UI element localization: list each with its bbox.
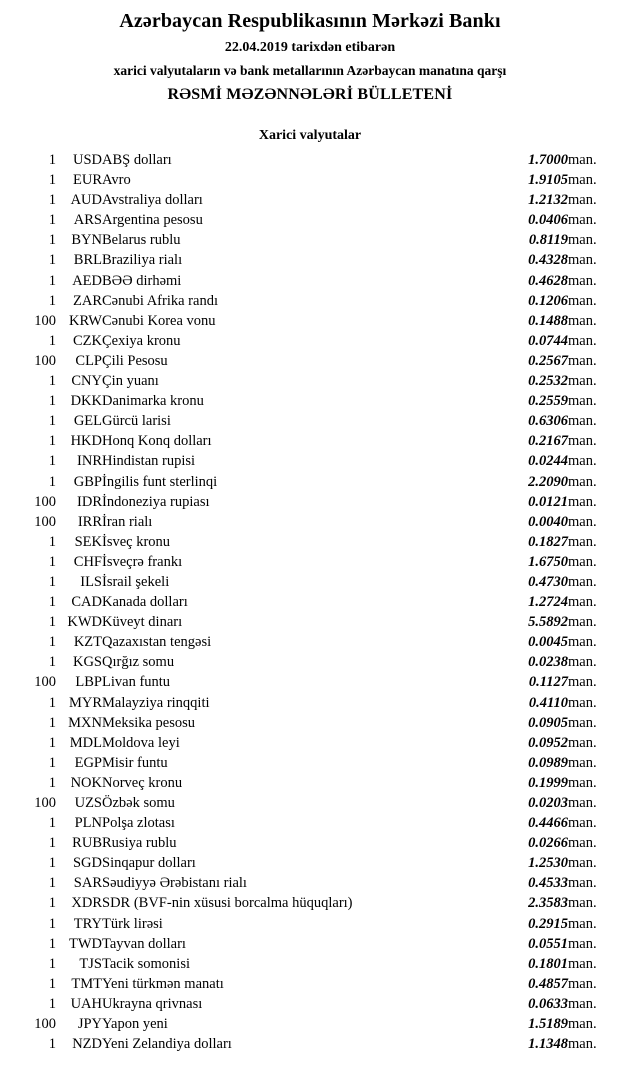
- currency-code: EGP: [74, 754, 102, 771]
- currency-unit: man.: [568, 734, 597, 751]
- currency-name: İran rialı: [102, 513, 153, 530]
- table-row: [14, 693, 606, 713]
- currency-name: İsveçrə frankı: [102, 553, 183, 570]
- currency-name: Belarus rublu: [102, 232, 181, 249]
- currency-name: Rusiya rublu: [102, 835, 177, 852]
- currency-rate: 1.1348: [528, 1036, 568, 1053]
- currency-rate: 0.0905: [528, 714, 568, 731]
- currency-unit: man.: [568, 212, 597, 229]
- currency-quantity: 1: [48, 212, 56, 229]
- currency-rate: 0.1827: [528, 533, 568, 550]
- table-row: [14, 893, 606, 913]
- currency-name: Çexiya kronu: [102, 332, 181, 349]
- currency-name: ABŞ dolları: [102, 152, 172, 168]
- currency-name: Kanada dolları: [102, 594, 188, 611]
- currency-name: Gürcü larisi: [102, 413, 171, 430]
- bank-title: Azərbaycan Respublikasının Mərkəzi Bankı: [119, 10, 501, 32]
- currency-code: LBP: [75, 674, 102, 691]
- currency-unit: man.: [568, 815, 597, 832]
- currency-quantity: 1: [48, 192, 56, 209]
- currency-code: NOK: [70, 774, 102, 791]
- section-title: Xarici valyutalar: [258, 128, 362, 143]
- currency-quantity: 100: [34, 513, 56, 530]
- effective-date: 22.04.2019 tarixdən etibarən: [224, 40, 396, 55]
- table-row: [14, 572, 606, 592]
- currency-unit: man.: [568, 553, 597, 570]
- currency-name: SDR (BVF-nin xüsusi borcalma hüquqları): [102, 895, 353, 912]
- currency-unit: man.: [568, 674, 597, 691]
- currency-code: UZS: [74, 795, 102, 811]
- table-row: [14, 391, 606, 411]
- table-row: [14, 411, 606, 431]
- currency-rate: 0.0238: [528, 654, 568, 671]
- currency-rate: 1.6750: [528, 553, 568, 570]
- document-header: [14, 8, 606, 107]
- currency-quantity: 100: [34, 352, 56, 369]
- currency-unit: man.: [568, 1036, 597, 1053]
- currency-name: Honq Konq dolları: [102, 433, 212, 450]
- table-row: [14, 250, 606, 270]
- currency-name: Özbək somu: [102, 795, 175, 811]
- table-row: [14, 351, 606, 371]
- currency-quantity: 1: [48, 975, 56, 992]
- currency-code: DKK: [70, 393, 102, 410]
- currency-quantity: 1: [48, 955, 56, 972]
- currency-name: Qazaxıstan tengəsi: [102, 634, 212, 651]
- currency-unit: man.: [568, 192, 597, 209]
- currency-name: Türk lirəsi: [102, 915, 163, 932]
- currency-unit: man.: [568, 232, 597, 249]
- currency-name: Livan funtu: [102, 674, 171, 691]
- currency-unit: man.: [568, 453, 597, 470]
- table-row: [14, 311, 606, 331]
- currency-unit: man.: [568, 172, 597, 189]
- currency-rate: 0.4628: [528, 272, 568, 289]
- currency-name: Argentina pesosu: [102, 212, 203, 229]
- currency-name: Ukrayna qrivnası: [102, 995, 203, 1012]
- currency-unit: man.: [568, 694, 597, 711]
- currency-rate: 0.1206: [528, 292, 568, 309]
- currency-quantity: 1: [48, 734, 56, 751]
- currency-rate: 0.0045: [528, 634, 568, 651]
- table-row: [14, 451, 606, 471]
- currency-code: CZK: [73, 332, 102, 349]
- currency-code: SGD: [72, 855, 102, 872]
- currency-unit: man.: [568, 995, 597, 1012]
- currency-code: CAD: [71, 594, 102, 611]
- currency-rate: 0.1801: [528, 955, 568, 972]
- currency-name: Tacik somonisi: [102, 955, 190, 972]
- currency-quantity: 1: [48, 533, 56, 550]
- currency-unit: man.: [568, 855, 597, 872]
- table-row: [14, 672, 606, 692]
- currency-quantity: 1: [48, 835, 56, 852]
- currency-unit: man.: [568, 272, 597, 289]
- currency-rate: 0.2532: [528, 373, 568, 390]
- currency-unit: man.: [568, 393, 597, 410]
- currency-unit: man.: [568, 332, 597, 349]
- currency-quantity: 1: [48, 915, 56, 932]
- table-row: [14, 371, 606, 391]
- currency-name: Yeni Zelandiya dolları: [102, 1036, 232, 1053]
- currency-rate: 0.0744: [528, 332, 568, 349]
- currency-unit: man.: [568, 513, 597, 530]
- table-row: [14, 954, 606, 974]
- currency-code: USD: [72, 152, 102, 168]
- table-row: [14, 190, 606, 210]
- currency-name: Qırğız somu: [102, 654, 175, 671]
- currency-rate: 0.4110: [528, 694, 568, 711]
- table-row: [14, 532, 606, 552]
- currency-unit: man.: [568, 493, 597, 510]
- currency-rate: 0.0121: [528, 493, 568, 510]
- currency-unit: man.: [568, 935, 597, 952]
- currency-unit: man.: [568, 573, 597, 590]
- table-row: [14, 592, 606, 612]
- currency-name: Norveç kronu: [102, 774, 183, 791]
- currency-unit: man.: [568, 352, 597, 369]
- currency-unit: man.: [568, 875, 597, 892]
- currency-code: AED: [72, 272, 102, 289]
- currency-code: MXN: [68, 714, 102, 731]
- currency-code: KZT: [73, 634, 102, 651]
- currency-quantity: 1: [48, 935, 56, 952]
- table-row: [14, 512, 606, 532]
- currency-rate: 0.0406: [528, 212, 568, 229]
- currency-code: ZAR: [73, 292, 102, 309]
- currency-rate: 0.2559: [528, 393, 568, 410]
- table-row: [14, 612, 606, 632]
- currency-quantity: 1: [48, 433, 56, 450]
- currency-rate: 0.0244: [528, 453, 568, 470]
- currency-rate: 0.6306: [528, 413, 568, 430]
- currency-name: İngilis funt sterlinqi: [102, 473, 218, 490]
- currency-rate: 0.4730: [528, 573, 568, 590]
- table-row: [14, 331, 606, 351]
- currency-name: İsveç kronu: [102, 533, 171, 550]
- table-row: [14, 733, 606, 753]
- currency-unit: man.: [568, 835, 597, 852]
- currency-unit: man.: [568, 252, 597, 269]
- currency-code: TRY: [73, 915, 102, 932]
- currency-name: Səudiyyə Ərəbistanı rialı: [102, 875, 247, 892]
- currency-quantity: 1: [48, 373, 56, 390]
- currency-rate: 0.2567: [528, 352, 568, 369]
- currency-code: JPY: [77, 1016, 102, 1033]
- currency-code: CHF: [73, 553, 102, 570]
- table-row: [14, 492, 606, 512]
- currency-name: Meksika pesosu: [102, 714, 196, 731]
- currency-code: SEK: [74, 533, 102, 550]
- currency-unit: man.: [568, 714, 597, 731]
- table-row: [14, 813, 606, 833]
- currency-name: İsrail şekeli: [102, 573, 170, 590]
- currency-quantity: 1: [48, 995, 56, 1012]
- currency-quantity: 1: [48, 774, 56, 791]
- table-row: [14, 210, 606, 230]
- currency-rate: 1.7000: [528, 152, 568, 168]
- currency-rate: 1.2530: [528, 855, 568, 872]
- currency-code: KGS: [72, 654, 102, 671]
- table-row: [14, 833, 606, 853]
- table-row: [14, 773, 606, 793]
- currency-name: Sinqapur dolları: [102, 855, 196, 872]
- currency-quantity: 1: [48, 594, 56, 611]
- currency-name: Avro: [102, 172, 131, 189]
- currency-rate: 0.0633: [528, 995, 568, 1012]
- currency-quantity: 1: [48, 232, 56, 249]
- table-row: [14, 853, 606, 873]
- currency-rate: 0.4328: [528, 252, 568, 269]
- currency-unit: man.: [568, 533, 597, 550]
- currency-unit: man.: [568, 373, 597, 390]
- document-description: xarici valyutaların və bank metallarının Azərbaycan manatına qarşı: [113, 63, 507, 78]
- currency-rate: 0.0989: [528, 754, 568, 771]
- currency-unit: man.: [568, 975, 597, 992]
- table-row: [14, 291, 606, 311]
- currency-unit: man.: [568, 413, 597, 430]
- currency-name: Hindistan rupisi: [102, 453, 196, 470]
- currency-quantity: 1: [48, 634, 56, 651]
- currency-code: MYR: [68, 694, 102, 711]
- currency-name: Moldova leyi: [102, 734, 180, 751]
- currency-code: TMT: [71, 975, 102, 992]
- currency-name: Yeni türkmən manatı: [102, 975, 224, 992]
- currency-quantity: 1: [48, 152, 56, 168]
- currency-name: Çili Pesosu: [102, 352, 168, 369]
- currency-name: Avstraliya dolları: [102, 192, 203, 209]
- currency-name: Cənubi Korea vonu: [102, 312, 216, 329]
- currency-rate: 2.2090: [528, 473, 568, 490]
- table-row: [14, 170, 606, 190]
- currency-rate: 1.9105: [528, 172, 568, 189]
- currency-code: ILS: [80, 573, 102, 590]
- currency-name: Danimarka kronu: [102, 393, 204, 410]
- currency-unit: man.: [568, 473, 597, 490]
- currency-rate: 0.0266: [528, 835, 568, 852]
- currency-unit: man.: [568, 292, 597, 309]
- currency-rate: 1.5189: [528, 1016, 568, 1033]
- currency-quantity: 100: [34, 493, 56, 510]
- currency-quantity: 1: [48, 875, 56, 892]
- currency-rate: 5.5892: [528, 614, 568, 631]
- currency-unit: man.: [568, 594, 597, 611]
- currency-code: BRL: [73, 252, 102, 269]
- currency-quantity: 1: [48, 815, 56, 832]
- currency-code: CNY: [71, 373, 102, 390]
- currency-quantity: 1: [48, 413, 56, 430]
- table-row: [14, 150, 606, 170]
- currency-quantity: 1: [48, 895, 56, 912]
- currency-code: HKD: [70, 433, 102, 450]
- currency-quantity: 1: [48, 272, 56, 289]
- currency-rate: 0.2915: [528, 915, 568, 932]
- currency-code: GBP: [73, 473, 102, 490]
- currency-rate: 0.0551: [528, 935, 568, 952]
- currency-rate: 0.0952: [528, 734, 568, 751]
- currency-quantity: 1: [48, 553, 56, 570]
- currency-name: Küveyt dinarı: [102, 614, 183, 631]
- currency-rate: 1.2724: [528, 594, 568, 611]
- currency-name: İndoneziya rupiası: [102, 493, 210, 510]
- currency-code: MDL: [69, 734, 102, 751]
- currency-quantity: 1: [48, 252, 56, 269]
- currency-code: XDR: [71, 895, 102, 912]
- currency-rate: 0.4857: [528, 975, 568, 992]
- currency-quantity: 1: [48, 654, 56, 671]
- currency-quantity: 1: [48, 1036, 56, 1053]
- currency-quantity: 1: [48, 714, 56, 731]
- currency-unit: man.: [568, 795, 597, 811]
- currency-rate: 0.4466: [528, 815, 568, 832]
- table-row: [14, 753, 606, 773]
- currency-rate: 2.3583: [528, 895, 568, 912]
- currency-rate: 0.4533: [528, 875, 568, 892]
- currency-code: RUB: [72, 835, 102, 852]
- currency-rate: 0.1999: [528, 774, 568, 791]
- table-row: [14, 994, 606, 1014]
- currency-quantity: 100: [34, 1016, 56, 1033]
- currency-code: INR: [77, 453, 102, 470]
- currency-rate: 0.1127: [528, 674, 568, 691]
- currency-quantity: 1: [48, 172, 56, 189]
- bulletin-title: RƏSMİ MƏZƏNNƏLƏRİ BÜLLETENİ: [167, 86, 453, 103]
- currency-quantity: 1: [48, 573, 56, 590]
- currency-code: NZD: [72, 1036, 102, 1053]
- currency-unit: man.: [568, 312, 597, 329]
- currency-code: TWD: [68, 935, 102, 952]
- table-row: [14, 914, 606, 934]
- currency-quantity: 1: [48, 292, 56, 309]
- currency-code: IRR: [77, 513, 102, 530]
- table-row: [14, 1034, 606, 1054]
- currency-name: BƏƏ dirhəmi: [102, 272, 182, 289]
- currency-name: Yapon yeni: [102, 1016, 168, 1033]
- table-row: [14, 713, 606, 733]
- currency-quantity: 1: [48, 694, 56, 711]
- currency-unit: man.: [568, 754, 597, 771]
- currency-code: ARS: [73, 212, 102, 229]
- currency-name: Misir funtu: [102, 754, 168, 771]
- currency-quantity: 1: [48, 614, 56, 631]
- currency-name: Tayvan dolları: [102, 935, 186, 952]
- currency-code: TJS: [79, 955, 102, 972]
- currency-quantity: 1: [48, 473, 56, 490]
- currency-quantity: 1: [48, 855, 56, 872]
- currency-name: Braziliya rialı: [102, 252, 183, 269]
- currency-code: IDR: [77, 493, 102, 510]
- currency-code: KWD: [67, 614, 102, 631]
- currency-unit: man.: [568, 614, 597, 631]
- currency-name: Cənubi Afrika randı: [102, 292, 218, 309]
- table-row: [14, 974, 606, 994]
- table-row: [14, 934, 606, 954]
- currency-code: AUD: [70, 192, 102, 209]
- currency-code: KRW: [68, 312, 102, 329]
- currency-code: BYN: [71, 232, 102, 249]
- table-row: [14, 230, 606, 250]
- table-row: [14, 552, 606, 572]
- currency-unit: man.: [568, 915, 597, 932]
- table-row: [14, 431, 606, 451]
- currency-name: Polşa zlotası: [102, 815, 175, 832]
- currency-code: SAR: [73, 875, 102, 892]
- currency-rate: 0.2167: [528, 433, 568, 450]
- currency-rate: 1.2132: [528, 192, 568, 209]
- currency-name: Çin yuanı: [102, 373, 159, 390]
- currency-unit: man.: [568, 774, 597, 791]
- currency-code: CLP: [75, 352, 102, 369]
- currency-unit: man.: [568, 634, 597, 651]
- currency-rate: 0.8119: [528, 232, 568, 249]
- currency-quantity: 100: [34, 674, 56, 691]
- currency-quantity: 1: [48, 393, 56, 410]
- currency-code: UAH: [70, 995, 102, 1012]
- table-row: [14, 632, 606, 652]
- table-row: [14, 873, 606, 893]
- table-row: [14, 271, 606, 291]
- currency-code: EUR: [73, 172, 102, 189]
- currency-unit: man.: [568, 654, 597, 671]
- table-row: [14, 1014, 606, 1034]
- currency-quantity: 1: [48, 453, 56, 470]
- currency-unit: man.: [568, 955, 597, 972]
- currency-rate: 0.0203: [528, 795, 568, 811]
- currency-rate: 0.0040: [528, 513, 568, 530]
- exchange-rates-table: [14, 150, 606, 1054]
- currency-quantity: 1: [48, 754, 56, 771]
- currency-code: PLN: [74, 815, 102, 832]
- currency-code: GEL: [73, 413, 102, 430]
- currency-quantity: 100: [34, 795, 56, 811]
- currency-quantity: 100: [34, 312, 56, 329]
- currency-quantity: 1: [48, 332, 56, 349]
- currency-name: Malayziya rinqqiti: [102, 694, 210, 711]
- currency-unit: man.: [568, 895, 597, 912]
- table-row: [14, 652, 606, 672]
- currency-unit: man.: [568, 152, 597, 168]
- currency-rate: 0.1488: [528, 312, 568, 329]
- currency-unit: man.: [568, 1016, 597, 1033]
- currency-unit: man.: [568, 433, 597, 450]
- table-row: [14, 472, 606, 492]
- table-row: [14, 793, 606, 813]
